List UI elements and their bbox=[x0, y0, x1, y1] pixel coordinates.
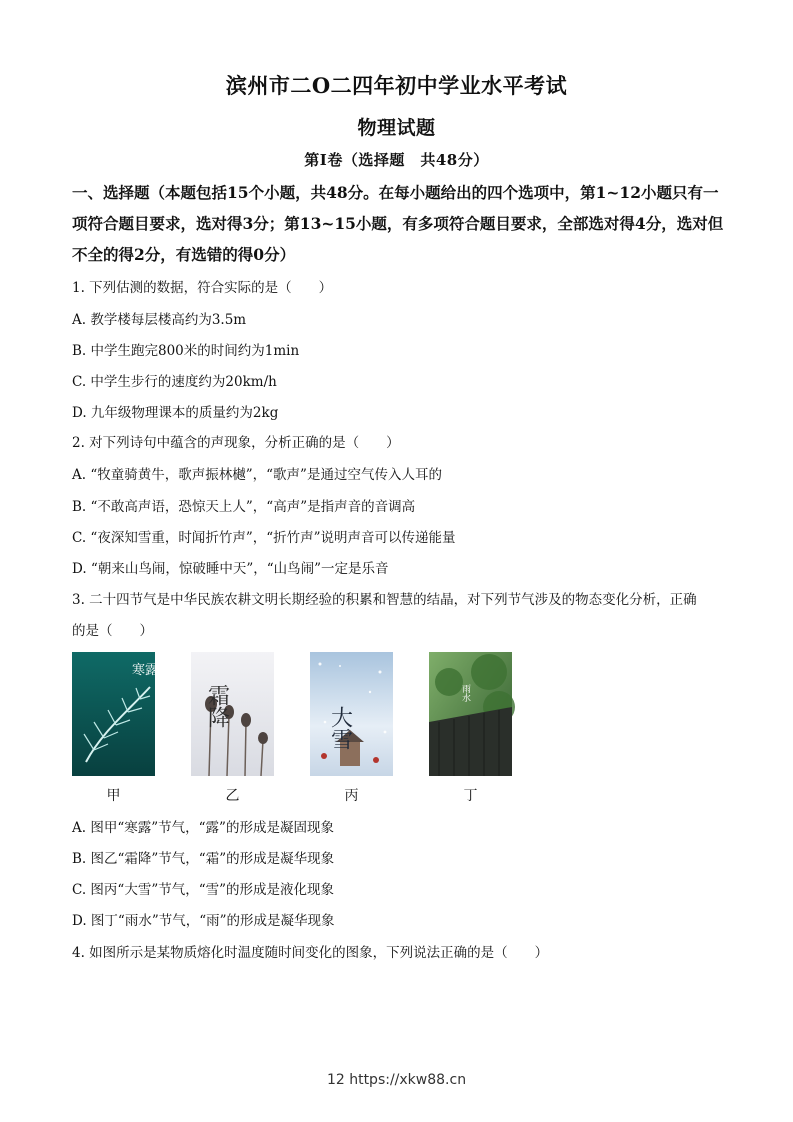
section-heading: 一、选择题（本题包括15个小题，共48分。在每小题给出的四个选项中，第1~12小题只有一项符合题目要求，选对得3分；第13~15小题，有多项符合题目要求，全部选对得4分，选对但不全的得2分，有选错的得0分） bbox=[72, 183, 724, 264]
question-1-option-d: D. 九年级物理课本的质量约为2kg bbox=[72, 405, 279, 421]
page-title: 滨州市二O二四年初中学业水平考试 bbox=[225, 73, 568, 98]
shuangjiang-image-text: 霜降 bbox=[204, 684, 230, 728]
image-caption-jia: 甲 bbox=[106, 788, 121, 804]
question-1-option-c: C. 中学生步行的速度约为20km/h bbox=[72, 374, 277, 390]
page-subtitle: 物理试题 bbox=[357, 117, 436, 139]
solar-term-image-hanlu bbox=[72, 652, 159, 776]
question-1-option-a: A. 教学楼每层楼高约为3.5m bbox=[72, 312, 247, 328]
question-2-option-b: B. “不敢高声语，恐惊天上人”，“高声”是指声音的音调高 bbox=[72, 499, 416, 515]
question-3-option-b: B. 图乙“霜降”节气，“霜”的形成是凝华现象 bbox=[72, 851, 335, 867]
yushui-image-text: 雨水 bbox=[460, 684, 470, 702]
question-1-stem: 1. 下列估测的数据，符合实际的是（ ） bbox=[72, 280, 333, 296]
solar-term-image-daxue bbox=[310, 652, 393, 776]
question-3-option-c: C. 图丙“大雪”节气，“雪”的形成是液化现象 bbox=[72, 882, 335, 898]
question-3-option-a: A. 图甲“寒露”节气，“露”的形成是凝固现象 bbox=[72, 820, 334, 836]
question-4-stem: 4. 如图所示是某物质熔化时温度随时间变化的图象，下列说法正确的是（ ） bbox=[72, 945, 549, 961]
page-footer: 12 https://xkw88.cn bbox=[326, 1072, 467, 1088]
solar-term-image-shuangjiang bbox=[191, 652, 274, 776]
question-2-option-a: A. “牧童骑黄牛，歌声振林樾”，“歌声”是通过空气传入人耳的 bbox=[72, 467, 442, 483]
hanlu-image-text: 寒露 bbox=[132, 663, 159, 678]
solar-term-image-yushui bbox=[429, 652, 512, 776]
question-2-option-c: C. “夜深知雪重，时闻折竹声”，“折竹声”说明声音可以传递能量 bbox=[72, 530, 456, 546]
question-3-option-d: D. 图丁“雨水”节气，“雨”的形成是凝华现象 bbox=[72, 913, 335, 929]
question-3-stem-line2: 的是（ ） bbox=[72, 623, 153, 639]
question-2-stem: 2. 对下列诗句中蕴含的声现象，分析正确的是（ ） bbox=[72, 435, 400, 451]
image-caption-ding: 丁 bbox=[463, 788, 478, 804]
question-1-option-b: B. 中学生跑完800米的时间约为1min bbox=[72, 343, 300, 359]
question-2-option-d: D. “朝来山鸟闹，惊破睡中天”，“山鸟闹”一定是乐音 bbox=[72, 561, 389, 577]
image-caption-bing: 丙 bbox=[344, 788, 359, 804]
daxue-image-text: 大雪 bbox=[327, 706, 353, 750]
question-3-stem-line1: 3. 二十四节气是中华民族农耕文明长期经验的积累和智慧的结晶，对下列节气涉及的物态变化分析，正确 bbox=[72, 592, 697, 608]
part-heading: 第Ⅰ卷（选择题 共48分） bbox=[304, 151, 489, 169]
image-caption-yi: 乙 bbox=[225, 788, 240, 804]
